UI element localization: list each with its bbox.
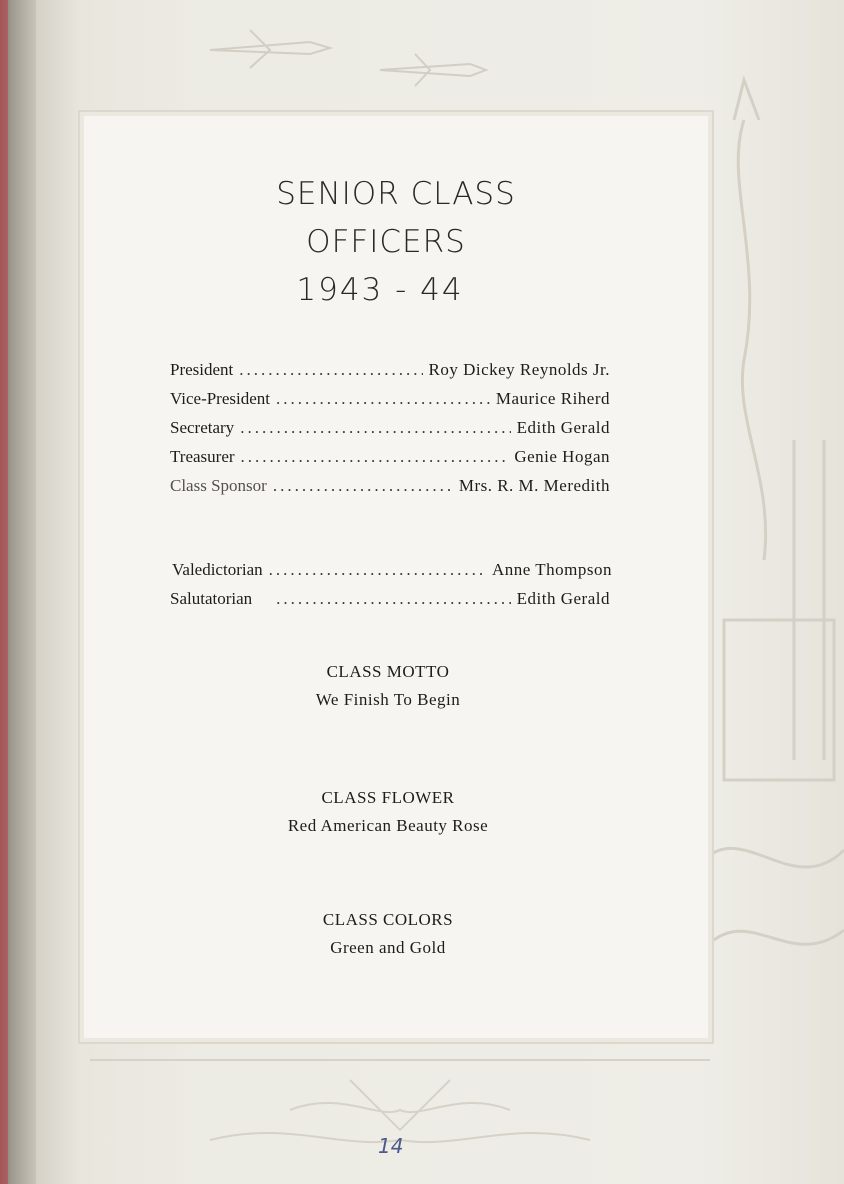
honor-role: Salutatorian — [170, 589, 253, 608]
flower-value: Red American Beauty Rose — [287, 816, 489, 835]
officer-name: Roy Dickey Reynolds Jr. — [428, 360, 610, 379]
leader-dots — [269, 560, 486, 580]
leader-dots — [241, 447, 509, 467]
honor-name: Anne Thompson — [492, 560, 612, 579]
handwritten-page-number: 14 — [378, 1134, 404, 1158]
airplane-illustration — [190, 10, 510, 100]
motto-heading: CLASS MOTTO — [326, 662, 450, 681]
officer-role: Class Sponsor — [170, 476, 267, 495]
page-title-years: 1943 - 44 — [296, 272, 464, 308]
motto-value: We Finish To Begin — [315, 690, 461, 709]
leader-dots — [276, 389, 490, 409]
officer-name: Mrs. R. M. Meredith — [458, 476, 610, 495]
officer-row — [170, 476, 610, 500]
page-title-line-1: SENIOR CLASS — [276, 176, 516, 212]
leader-dots — [239, 360, 422, 380]
statue-of-liberty-illustration — [704, 60, 844, 1060]
leader-dots — [273, 476, 453, 496]
colors-value: Green and Gold — [330, 938, 446, 957]
officer-name: Edith Gerald — [516, 418, 610, 437]
officer-row — [170, 360, 610, 384]
officer-name: Maurice Riherd — [495, 389, 610, 408]
officer-role: President — [170, 360, 234, 379]
leader-dots — [240, 418, 510, 438]
officer-row — [170, 389, 610, 413]
binding-edge — [0, 0, 8, 1184]
officer-name: Genie Hogan — [514, 447, 610, 466]
honor-name: Edith Gerald — [516, 589, 610, 608]
leader-dots — [276, 589, 511, 609]
officer-row — [170, 447, 610, 471]
officer-row — [170, 418, 610, 442]
officer-role: Treasurer — [170, 447, 235, 466]
officer-role: Vice-President — [170, 389, 270, 408]
flower-heading: CLASS FLOWER — [321, 788, 455, 807]
honor-row — [170, 589, 610, 613]
page-title-line-2: OFFICERS — [306, 224, 466, 260]
content-panel — [78, 110, 714, 1044]
honor-row — [172, 560, 612, 584]
honor-role: Valedictorian — [172, 560, 263, 579]
officer-role: Secretary — [170, 418, 235, 437]
colors-heading: CLASS COLORS — [322, 910, 454, 929]
